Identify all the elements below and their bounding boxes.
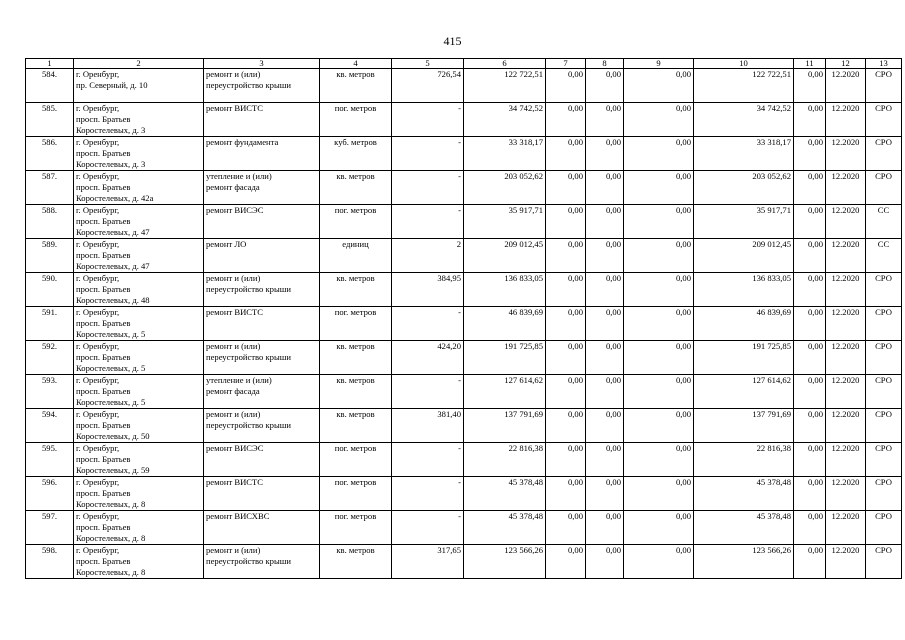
work-type-line: ремонт и (или) bbox=[206, 341, 261, 351]
col10-cell: 33 318,17 bbox=[694, 137, 794, 171]
col9-cell: 0,00 bbox=[624, 205, 694, 239]
work-type-cell bbox=[204, 103, 320, 137]
address-line: Коростелевых, д. 47 bbox=[76, 227, 150, 237]
row-number: 589. bbox=[26, 239, 74, 273]
address-line: просп. Братьев bbox=[76, 114, 131, 124]
address-cell bbox=[74, 205, 204, 239]
col8-cell: 0,00 bbox=[586, 307, 624, 341]
deadline-cell: 12.2020 bbox=[826, 171, 866, 205]
column-header-5: 5 bbox=[392, 59, 464, 69]
work-type-cell bbox=[204, 409, 320, 443]
funding-source-cell: СРО bbox=[866, 443, 902, 477]
address-line: г. Оренбург, bbox=[76, 477, 120, 487]
page-number: 415 bbox=[443, 34, 462, 48]
row-number: 596. bbox=[26, 477, 74, 511]
row-number: 595. bbox=[26, 443, 74, 477]
work-type-line: ремонт ЛО bbox=[206, 239, 247, 249]
address-line: г. Оренбург, bbox=[76, 307, 120, 317]
col8-cell: 0,00 bbox=[586, 443, 624, 477]
work-type-line: ремонт и (или) bbox=[206, 545, 261, 555]
col11-cell: 0,00 bbox=[794, 443, 826, 477]
address-cell bbox=[74, 545, 204, 579]
total-cost-cell: 191 725,85 bbox=[464, 341, 546, 375]
work-type-cell bbox=[204, 477, 320, 511]
funding-source-cell: СРО bbox=[866, 477, 902, 511]
address-line: просп. Братьев bbox=[76, 182, 131, 192]
total-cost-cell: 35 917,71 bbox=[464, 205, 546, 239]
unit-cell: кв. метров bbox=[320, 409, 392, 443]
work-type-cell bbox=[204, 307, 320, 341]
col9-cell: 0,00 bbox=[624, 443, 694, 477]
address-line: г. Оренбург, bbox=[76, 273, 120, 283]
quantity-cell: 424,20 bbox=[392, 341, 464, 375]
table-row bbox=[26, 409, 902, 443]
deadline-cell: 12.2020 bbox=[826, 273, 866, 307]
row-number: 598. bbox=[26, 545, 74, 579]
address-line: Коростелевых, д. 8 bbox=[76, 499, 146, 509]
col11-cell: 0,00 bbox=[794, 511, 826, 545]
work-type-line: утепление и (или) bbox=[206, 171, 272, 181]
col10-cell: 127 614,62 bbox=[694, 375, 794, 409]
address-cell bbox=[74, 511, 204, 545]
work-type-cell bbox=[204, 511, 320, 545]
col9-cell: 0,00 bbox=[624, 375, 694, 409]
funding-source-cell: СРО bbox=[866, 69, 902, 103]
deadline-cell: 12.2020 bbox=[826, 477, 866, 511]
table-row bbox=[26, 205, 902, 239]
header-row bbox=[26, 59, 902, 69]
table-row bbox=[26, 307, 902, 341]
col10-cell: 123 566,26 bbox=[694, 545, 794, 579]
column-header-6: 6 bbox=[464, 59, 546, 69]
col7-cell: 0,00 bbox=[546, 409, 586, 443]
total-cost-cell: 127 614,62 bbox=[464, 375, 546, 409]
table-row bbox=[26, 341, 902, 375]
address-line: просп. Братьев bbox=[76, 216, 131, 226]
unit-cell: единиц bbox=[320, 239, 392, 273]
work-type-cell bbox=[204, 137, 320, 171]
deadline-cell: 12.2020 bbox=[826, 69, 866, 103]
table-row bbox=[26, 375, 902, 409]
col8-cell: 0,00 bbox=[586, 273, 624, 307]
funding-source-cell: СРО bbox=[866, 137, 902, 171]
col10-cell: 34 742,52 bbox=[694, 103, 794, 137]
work-type-line: ремонт и (или) bbox=[206, 69, 261, 79]
quantity-cell: 726,54 bbox=[392, 69, 464, 103]
col11-cell: 0,00 bbox=[794, 205, 826, 239]
quantity-cell: - bbox=[392, 511, 464, 545]
address-line: просп. Братьев bbox=[76, 284, 131, 294]
quantity-cell: 384,95 bbox=[392, 273, 464, 307]
col11-cell: 0,00 bbox=[794, 375, 826, 409]
col8-cell: 0,00 bbox=[586, 477, 624, 511]
col9-cell: 0,00 bbox=[624, 171, 694, 205]
col7-cell: 0,00 bbox=[546, 341, 586, 375]
total-cost-cell: 45 378,48 bbox=[464, 511, 546, 545]
col11-cell: 0,00 bbox=[794, 273, 826, 307]
table-row bbox=[26, 273, 902, 307]
row-number: 593. bbox=[26, 375, 74, 409]
col9-cell: 0,00 bbox=[624, 307, 694, 341]
unit-cell: пог. метров bbox=[320, 307, 392, 341]
col7-cell: 0,00 bbox=[546, 69, 586, 103]
table-row bbox=[26, 171, 902, 205]
quantity-cell: - bbox=[392, 205, 464, 239]
table-row bbox=[26, 545, 902, 579]
col7-cell: 0,00 bbox=[546, 273, 586, 307]
address-line: просп. Братьев bbox=[76, 352, 131, 362]
row-number: 584. bbox=[26, 69, 74, 103]
col11-cell: 0,00 bbox=[794, 409, 826, 443]
col7-cell: 0,00 bbox=[546, 171, 586, 205]
unit-cell: пог. метров bbox=[320, 205, 392, 239]
funding-source-cell: СРО bbox=[866, 103, 902, 137]
col11-cell: 0,00 bbox=[794, 103, 826, 137]
column-header-2: 2 bbox=[74, 59, 204, 69]
col7-cell: 0,00 bbox=[546, 545, 586, 579]
work-type-line: переустройство крыши bbox=[206, 352, 291, 362]
work-type-line: ремонт ВИСЭС bbox=[206, 205, 264, 215]
col9-cell: 0,00 bbox=[624, 239, 694, 273]
work-type-line: ремонт ВИСТС bbox=[206, 307, 264, 317]
work-type-line: ремонт ВИСТС bbox=[206, 103, 264, 113]
total-cost-cell: 123 566,26 bbox=[464, 545, 546, 579]
total-cost-cell: 209 012,45 bbox=[464, 239, 546, 273]
col10-cell: 35 917,71 bbox=[694, 205, 794, 239]
col11-cell: 0,00 bbox=[794, 545, 826, 579]
address-line: просп. Братьев bbox=[76, 454, 131, 464]
address-line: Коростелевых, д. 50 bbox=[76, 431, 150, 441]
total-cost-cell: 22 816,38 bbox=[464, 443, 546, 477]
col11-cell: 0,00 bbox=[794, 239, 826, 273]
unit-cell: кв. метров bbox=[320, 171, 392, 205]
col10-cell: 191 725,85 bbox=[694, 341, 794, 375]
total-cost-cell: 137 791,69 bbox=[464, 409, 546, 443]
unit-cell: кв. метров bbox=[320, 273, 392, 307]
col11-cell: 0,00 bbox=[794, 69, 826, 103]
work-type-cell bbox=[204, 341, 320, 375]
address-line: просп. Братьев bbox=[76, 250, 131, 260]
unit-cell: кв. метров bbox=[320, 545, 392, 579]
work-type-line: переустройство крыши bbox=[206, 420, 291, 430]
address-cell bbox=[74, 375, 204, 409]
col10-cell: 45 378,48 bbox=[694, 511, 794, 545]
col11-cell: 0,00 bbox=[794, 137, 826, 171]
deadline-cell: 12.2020 bbox=[826, 239, 866, 273]
col7-cell: 0,00 bbox=[546, 443, 586, 477]
work-type-line: ремонт ВИСХВС bbox=[206, 511, 270, 521]
col10-cell: 45 378,48 bbox=[694, 477, 794, 511]
work-type-cell bbox=[204, 171, 320, 205]
deadline-cell: 12.2020 bbox=[826, 205, 866, 239]
unit-cell: кв. метров bbox=[320, 341, 392, 375]
address-line: просп. Братьев bbox=[76, 386, 131, 396]
col10-cell: 136 833,05 bbox=[694, 273, 794, 307]
deadline-cell: 12.2020 bbox=[826, 443, 866, 477]
unit-cell: пог. метров bbox=[320, 443, 392, 477]
table-row bbox=[26, 103, 902, 137]
address-line: просп. Братьев bbox=[76, 522, 131, 532]
col7-cell: 0,00 bbox=[546, 307, 586, 341]
address-cell bbox=[74, 137, 204, 171]
row-number: 588. bbox=[26, 205, 74, 239]
col9-cell: 0,00 bbox=[624, 511, 694, 545]
address-cell bbox=[74, 103, 204, 137]
col11-cell: 0,00 bbox=[794, 171, 826, 205]
unit-cell: пог. метров bbox=[320, 103, 392, 137]
deadline-cell: 12.2020 bbox=[826, 103, 866, 137]
col9-cell: 0,00 bbox=[624, 137, 694, 171]
address-line: пр. Северный, д. 10 bbox=[76, 80, 148, 90]
work-type-line: ремонт и (или) bbox=[206, 409, 261, 419]
col7-cell: 0,00 bbox=[546, 511, 586, 545]
address-line: просп. Братьев bbox=[76, 556, 131, 566]
total-cost-cell: 46 839,69 bbox=[464, 307, 546, 341]
address-line: г. Оренбург, bbox=[76, 545, 120, 555]
col8-cell: 0,00 bbox=[586, 205, 624, 239]
col10-cell: 203 052,62 bbox=[694, 171, 794, 205]
unit-cell: пог. метров bbox=[320, 511, 392, 545]
col9-cell: 0,00 bbox=[624, 69, 694, 103]
table-body bbox=[26, 69, 902, 579]
column-header-7: 7 bbox=[546, 59, 586, 69]
work-type-line: ремонт фасада bbox=[206, 386, 260, 396]
quantity-cell: 2 bbox=[392, 239, 464, 273]
address-line: Коростелевых, д. 5 bbox=[76, 397, 146, 407]
work-type-cell bbox=[204, 69, 320, 103]
address-line: г. Оренбург, bbox=[76, 171, 120, 181]
col8-cell: 0,00 bbox=[586, 341, 624, 375]
column-header-3: 3 bbox=[204, 59, 320, 69]
quantity-cell: 381,40 bbox=[392, 409, 464, 443]
col7-cell: 0,00 bbox=[546, 205, 586, 239]
col8-cell: 0,00 bbox=[586, 545, 624, 579]
col8-cell: 0,00 bbox=[586, 511, 624, 545]
address-line: просп. Братьев bbox=[76, 148, 131, 158]
address-line: Коростелевых, д. 59 bbox=[76, 465, 150, 475]
total-cost-cell: 45 378,48 bbox=[464, 477, 546, 511]
table-row bbox=[26, 69, 902, 103]
table-row bbox=[26, 137, 902, 171]
funding-source-cell: СРО bbox=[866, 341, 902, 375]
quantity-cell: - bbox=[392, 477, 464, 511]
quantity-cell: - bbox=[392, 375, 464, 409]
address-line: просп. Братьев bbox=[76, 420, 131, 430]
work-type-line: ремонт фундамента bbox=[206, 137, 279, 147]
column-header-11: 11 bbox=[794, 59, 826, 69]
work-type-line: переустройство крыши bbox=[206, 556, 291, 566]
col11-cell: 0,00 bbox=[794, 477, 826, 511]
quantity-cell: 317,65 bbox=[392, 545, 464, 579]
table-row bbox=[26, 477, 902, 511]
funding-source-cell: СРО bbox=[866, 273, 902, 307]
unit-cell: кв. метров bbox=[320, 69, 392, 103]
row-number: 597. bbox=[26, 511, 74, 545]
funding-source-cell: СРО bbox=[866, 307, 902, 341]
funding-source-cell: СРО bbox=[866, 545, 902, 579]
work-type-line: переустройство крыши bbox=[206, 284, 291, 294]
table-row bbox=[26, 511, 902, 545]
unit-cell: куб. метров bbox=[320, 137, 392, 171]
address-line: г. Оренбург, bbox=[76, 341, 120, 351]
col8-cell: 0,00 bbox=[586, 69, 624, 103]
address-line: Коростелевых, д. 48 bbox=[76, 295, 150, 305]
work-type-line: утепление и (или) bbox=[206, 375, 272, 385]
address-cell bbox=[74, 69, 204, 103]
deadline-cell: 12.2020 bbox=[826, 409, 866, 443]
col9-cell: 0,00 bbox=[624, 409, 694, 443]
col7-cell: 0,00 bbox=[546, 137, 586, 171]
address-line: г. Оренбург, bbox=[76, 137, 120, 147]
total-cost-cell: 33 318,17 bbox=[464, 137, 546, 171]
column-header-1: 1 bbox=[26, 59, 74, 69]
deadline-cell: 12.2020 bbox=[826, 545, 866, 579]
address-cell bbox=[74, 443, 204, 477]
quantity-cell: - bbox=[392, 171, 464, 205]
funding-source-cell: СРО bbox=[866, 171, 902, 205]
address-cell bbox=[74, 409, 204, 443]
funding-source-cell: СРО bbox=[866, 375, 902, 409]
col8-cell: 0,00 bbox=[586, 103, 624, 137]
address-cell bbox=[74, 477, 204, 511]
row-number: 591. bbox=[26, 307, 74, 341]
work-type-cell bbox=[204, 443, 320, 477]
funding-source-cell: СРО bbox=[866, 409, 902, 443]
unit-cell: кв. метров bbox=[320, 375, 392, 409]
address-line: Коростелевых, д. 8 bbox=[76, 533, 146, 543]
total-cost-cell: 122 722,51 bbox=[464, 69, 546, 103]
table-row bbox=[26, 443, 902, 477]
total-cost-cell: 136 833,05 bbox=[464, 273, 546, 307]
row-number: 587. bbox=[26, 171, 74, 205]
work-type-line: ремонт ВИСТС bbox=[206, 477, 264, 487]
col10-cell: 137 791,69 bbox=[694, 409, 794, 443]
address-line: просп. Братьев bbox=[76, 318, 131, 328]
address-cell bbox=[74, 171, 204, 205]
col11-cell: 0,00 bbox=[794, 307, 826, 341]
total-cost-cell: 203 052,62 bbox=[464, 171, 546, 205]
address-cell bbox=[74, 307, 204, 341]
address-line: Коростелевых, д. 5 bbox=[76, 329, 146, 339]
column-header-9: 9 bbox=[624, 59, 694, 69]
col10-cell: 22 816,38 bbox=[694, 443, 794, 477]
work-type-line: ремонт и (или) bbox=[206, 273, 261, 283]
work-type-cell bbox=[204, 205, 320, 239]
funding-source-cell: СС bbox=[866, 205, 902, 239]
quantity-cell: - bbox=[392, 137, 464, 171]
col7-cell: 0,00 bbox=[546, 375, 586, 409]
address-line: г. Оренбург, bbox=[76, 239, 120, 249]
deadline-cell: 12.2020 bbox=[826, 137, 866, 171]
address-line: г. Оренбург, bbox=[76, 409, 120, 419]
address-cell bbox=[74, 341, 204, 375]
deadline-cell: 12.2020 bbox=[826, 375, 866, 409]
col11-cell: 0,00 bbox=[794, 341, 826, 375]
col8-cell: 0,00 bbox=[586, 409, 624, 443]
deadline-cell: 12.2020 bbox=[826, 307, 866, 341]
col7-cell: 0,00 bbox=[546, 477, 586, 511]
funding-source-cell: СРО bbox=[866, 511, 902, 545]
col8-cell: 0,00 bbox=[586, 375, 624, 409]
quantity-cell: - bbox=[392, 443, 464, 477]
row-number: 590. bbox=[26, 273, 74, 307]
work-type-cell bbox=[204, 273, 320, 307]
quantity-cell: - bbox=[392, 103, 464, 137]
col9-cell: 0,00 bbox=[624, 341, 694, 375]
address-line: Коростелевых, д. 3 bbox=[76, 125, 146, 135]
address-cell bbox=[74, 273, 204, 307]
col7-cell: 0,00 bbox=[546, 239, 586, 273]
row-number: 594. bbox=[26, 409, 74, 443]
work-type-line: ремонт фасада bbox=[206, 182, 260, 192]
register-table bbox=[25, 58, 902, 579]
address-line: Коростелевых, д. 8 bbox=[76, 567, 146, 577]
column-header-8: 8 bbox=[586, 59, 624, 69]
funding-source-cell: СС bbox=[866, 239, 902, 273]
row-number: 586. bbox=[26, 137, 74, 171]
col10-cell: 209 012,45 bbox=[694, 239, 794, 273]
col7-cell: 0,00 bbox=[546, 103, 586, 137]
deadline-cell: 12.2020 bbox=[826, 341, 866, 375]
col8-cell: 0,00 bbox=[586, 137, 624, 171]
col9-cell: 0,00 bbox=[624, 273, 694, 307]
deadline-cell: 12.2020 bbox=[826, 511, 866, 545]
work-type-cell bbox=[204, 239, 320, 273]
address-line: г. Оренбург, bbox=[76, 69, 120, 79]
col10-cell: 122 722,51 bbox=[694, 69, 794, 103]
work-type-line: переустройство крыши bbox=[206, 80, 291, 90]
address-line: Коростелевых, д. 47 bbox=[76, 261, 150, 271]
address-line: г. Оренбург, bbox=[76, 375, 120, 385]
col9-cell: 0,00 bbox=[624, 545, 694, 579]
address-line: г. Оренбург, bbox=[76, 443, 120, 453]
address-cell bbox=[74, 239, 204, 273]
col8-cell: 0,00 bbox=[586, 171, 624, 205]
address-line: г. Оренбург, bbox=[76, 511, 120, 521]
address-line: г. Оренбург, bbox=[76, 103, 120, 113]
col10-cell: 46 839,69 bbox=[694, 307, 794, 341]
col8-cell: 0,00 bbox=[586, 239, 624, 273]
address-line: Коростелевых, д. 5 bbox=[76, 363, 146, 373]
table-row bbox=[26, 239, 902, 273]
address-line: Коростелевых, д. 42а bbox=[76, 193, 154, 203]
row-number: 585. bbox=[26, 103, 74, 137]
column-header-4: 4 bbox=[320, 59, 392, 69]
work-type-cell bbox=[204, 545, 320, 579]
column-header-10: 10 bbox=[694, 59, 794, 69]
work-type-line: ремонт ВИСЭС bbox=[206, 443, 264, 453]
address-line: г. Оренбург, bbox=[76, 205, 120, 215]
column-header-13: 13 bbox=[866, 59, 902, 69]
total-cost-cell: 34 742,52 bbox=[464, 103, 546, 137]
column-header-12: 12 bbox=[826, 59, 866, 69]
row-number: 592. bbox=[26, 341, 74, 375]
col9-cell: 0,00 bbox=[624, 103, 694, 137]
col9-cell: 0,00 bbox=[624, 477, 694, 511]
work-type-cell bbox=[204, 375, 320, 409]
address-line: Коростелевых, д. 3 bbox=[76, 159, 146, 169]
unit-cell: пог. метров bbox=[320, 477, 392, 511]
quantity-cell: - bbox=[392, 307, 464, 341]
address-line: просп. Братьев bbox=[76, 488, 131, 498]
